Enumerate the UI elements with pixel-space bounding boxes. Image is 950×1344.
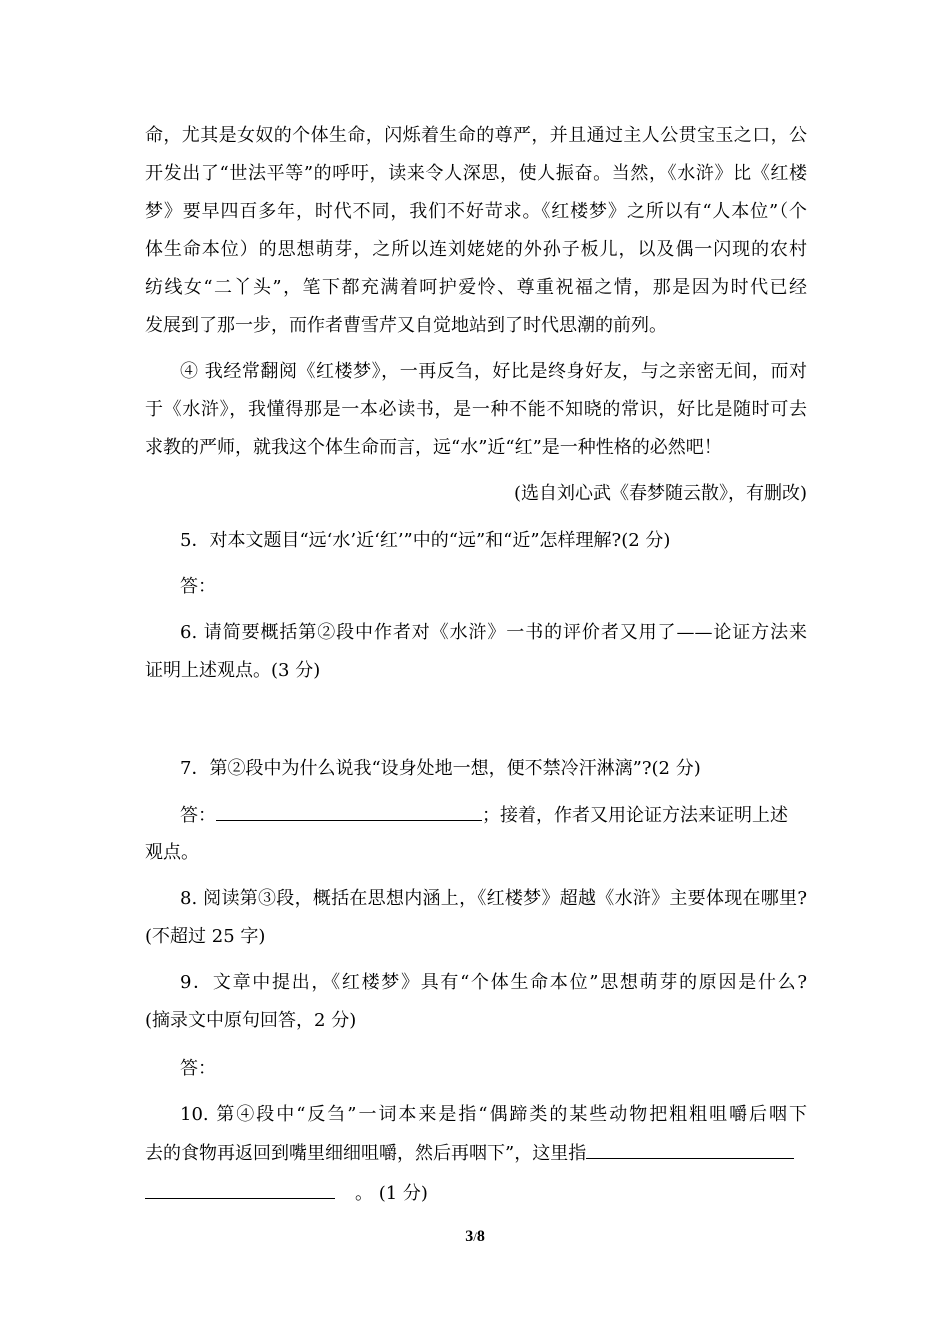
- answer-blank[interactable]: [145, 1180, 335, 1199]
- question-7-answer-line: [180, 802, 807, 829]
- current-page: 3: [465, 1228, 474, 1245]
- passage-line: 发展到了那一步，而作者曹雪芹又自觉地站到了时代思潮的前列。: [145, 315, 667, 336]
- passage-line: 梦》要早四百多年，时代不同，我们不好苛求。《红楼梦》之所以有“人本位”（个: [145, 201, 807, 222]
- question-7: 7．第②段中为什么说我“设身处地一想，便不禁冷汗淋漓”?(2 分): [180, 758, 701, 779]
- answer-label: 答：: [180, 1058, 216, 1079]
- question-10-end: [145, 1180, 807, 1207]
- passage-line: 于《水浒》，我懂得那是一本必读书，是一种不能不知晓的常识，好比是随时可去: [145, 399, 807, 420]
- question-8-cont: (不超过 25 字): [145, 926, 266, 947]
- passage-line: 求教的严师，就我这个体生命而言，远“水”近“红”是一种性格的必然吧！: [145, 437, 722, 458]
- source-citation: (选自刘心武《春梦随云散》，有删改): [513, 483, 807, 504]
- answer-blank[interactable]: [216, 802, 482, 821]
- passage-line: 命，尤其是女奴的个体生命，闪烁着生命的尊严，并且通过主人公贯宝玉之口，公: [145, 125, 807, 146]
- passage-line: 开发出了“世法平等”的呼吁，读来令人深思，使人振奋。当然，《水浒》比《红楼: [145, 163, 807, 184]
- question-10-text: 去的食物再返回到嘴里细细咀嚼，然后再咽下”，这里指: [145, 1143, 587, 1164]
- question-6-cont: 证明上述观点。(3 分): [145, 660, 321, 681]
- answer-blank[interactable]: [586, 1140, 794, 1159]
- passage-line: 纺线女“二丫头”，笔下都充满着呵护爱怜、尊重祝福之情，那是因为时代已经: [145, 277, 807, 298]
- question-10-points: 。 (1 分): [355, 1183, 428, 1204]
- question-9-cont: (摘录文中原句回答，2 分): [145, 1010, 357, 1031]
- page-number: [0, 1228, 950, 1246]
- total-pages: 8: [476, 1228, 485, 1245]
- answer-label: 答：: [180, 805, 216, 826]
- passage-line: ④ 我经常翻阅《红楼梦》，一再反刍，好比是终身好友，与之亲密无间，而对: [180, 361, 807, 382]
- question-10: 10. 第④段中“反刍”一词本来是指“偶蹄类的某些动物把粗粗咀嚼后咽下: [180, 1104, 807, 1125]
- question-9: 9．文章中提出，《红楼梦》具有“个体生命本位”思想萌芽的原因是什么?: [180, 972, 807, 993]
- passage-line: 体生命本位）的思想萌芽，之所以连刘姥姥的外孙子板儿，以及偶一闪现的农村: [145, 239, 807, 260]
- question-6: 6. 请简要概括第②段中作者对《水浒》一书的评价者又用了——论证方法来: [180, 622, 807, 643]
- answer-suffix: ；接着，作者又用论证方法来证明上述: [482, 805, 788, 826]
- question-5: 5．对本文题目“远‘水’近‘红’”中的“远”和“近”怎样理解?(2 分): [180, 530, 671, 551]
- question-8: 8. 阅读第③段，概括在思想内涵上，《红楼梦》超越《水浒》主要体现在哪里?: [180, 888, 807, 909]
- question-10-cont: [145, 1140, 807, 1167]
- page-separator: /: [473, 1229, 477, 1244]
- question-7-cont: 观点。: [145, 842, 199, 863]
- answer-label: 答：: [180, 576, 216, 597]
